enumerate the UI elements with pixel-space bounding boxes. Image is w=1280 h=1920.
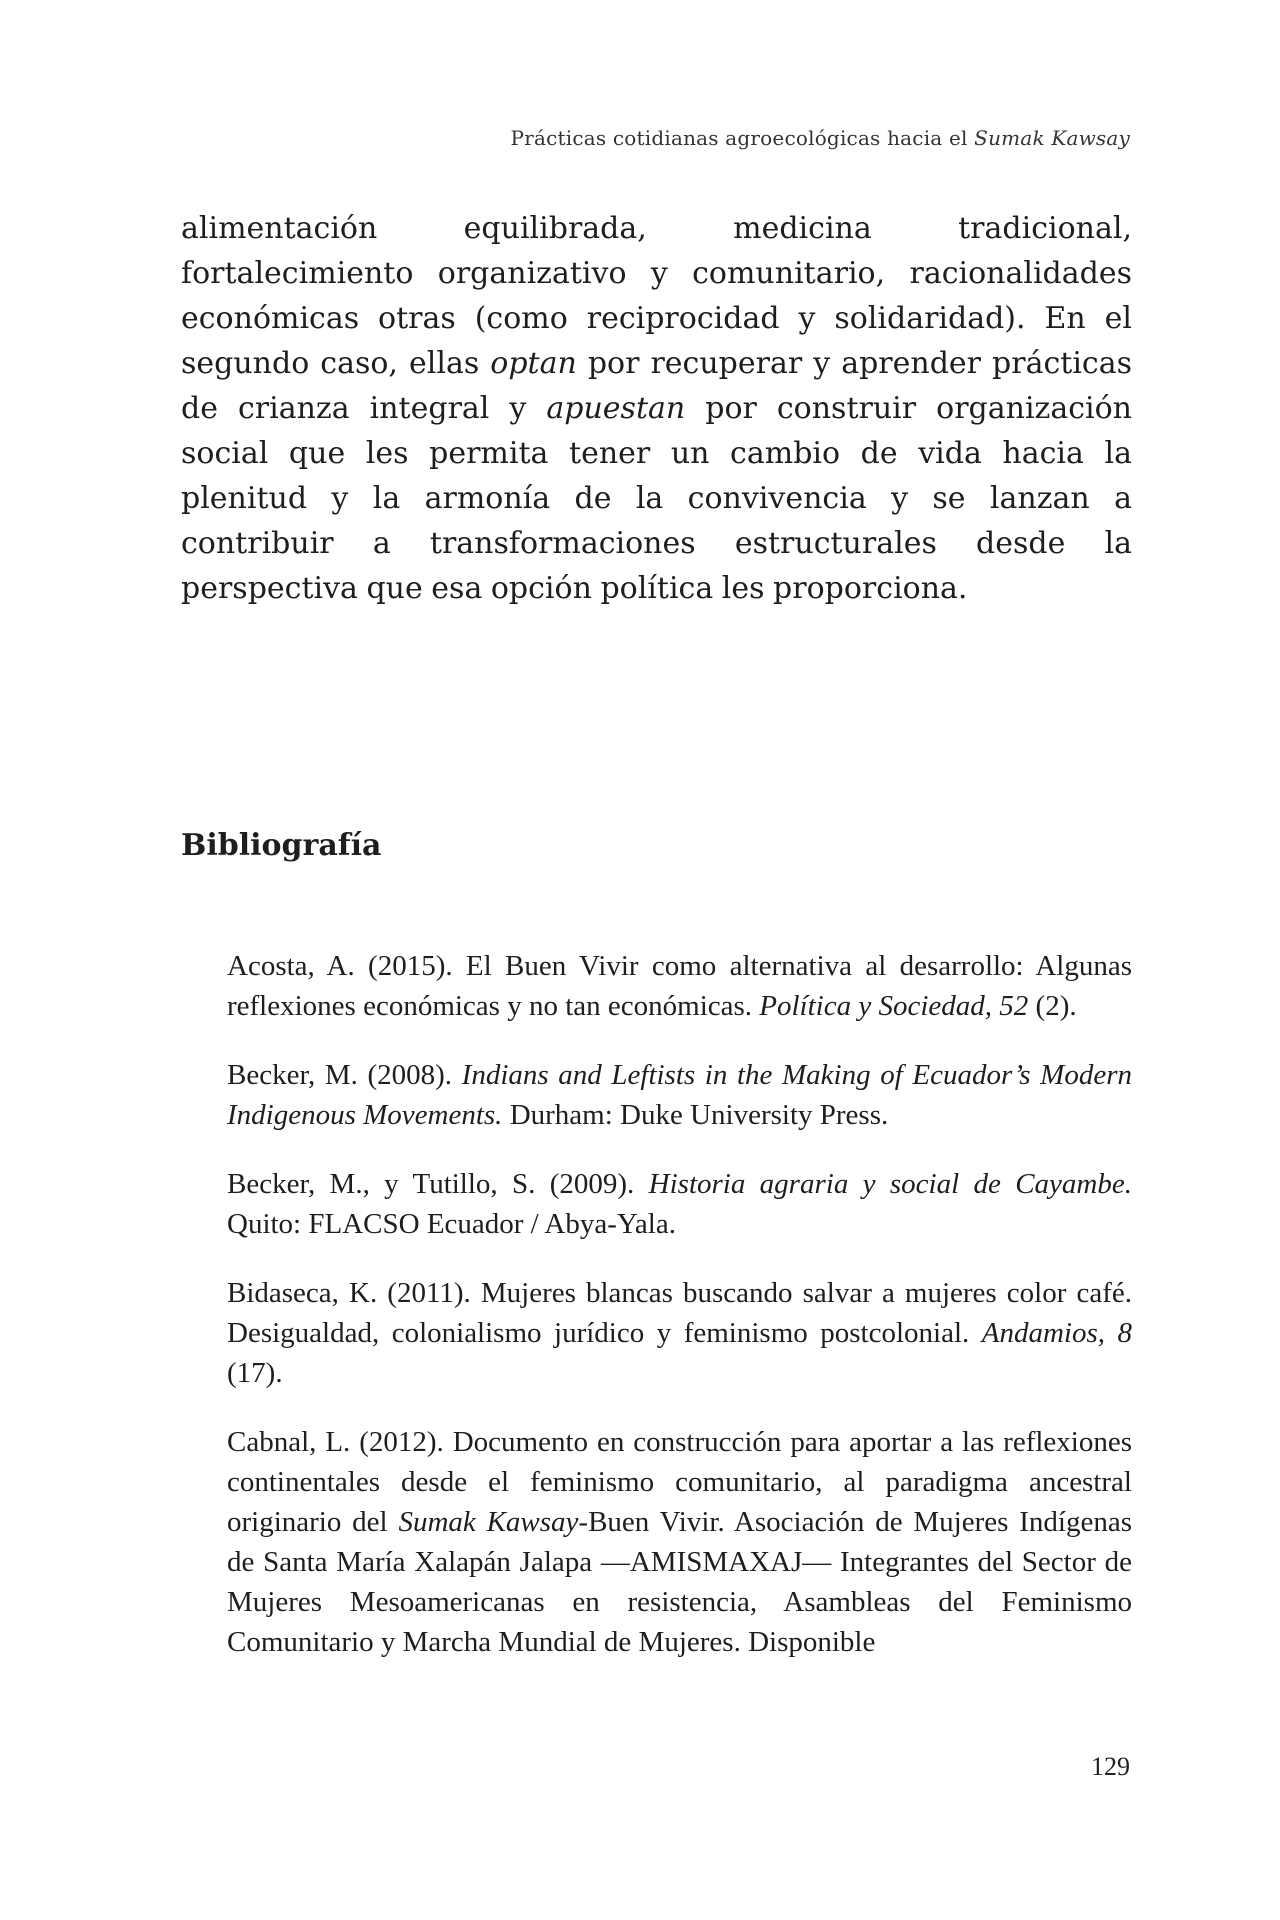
body-text-emphasis-apuestan: apuestan — [546, 391, 686, 426]
bib-entry-text-end: Quito: FLACSO Ecuador / Abya-Yala. — [227, 1208, 676, 1240]
bib-entry-text: Bidaseca, K. (2011). Mujeres blancas buscando salvar a mujeres color café. Desigualdad, colonialismo jurídico y feminismo postcolonial. — [227, 1277, 1132, 1349]
page-number: 129 — [1091, 1752, 1130, 1781]
bib-entry-text: Cabnal, L. (2012). Documento en construcción para aportar a las reflexiones continentales desde el feminismo comunitario, al paradigma ancestral originario del — [227, 1426, 1132, 1538]
bib-entry-text: Acosta, A. (2015). El Buen Vivir como alternativa al desarrollo: Algunas reflexiones económicas y no tan económicas. — [227, 950, 1132, 1022]
bibliography-entry-acosta — [227, 946, 1132, 1026]
body-text-emphasis-optan: optan — [490, 346, 577, 381]
running-head — [511, 126, 1130, 150]
bib-entry-italic: Andamios, 8 — [981, 1317, 1132, 1349]
body-paragraph — [181, 206, 1132, 611]
body-text-part-3: por construir organización social que les permita tener un cambio de vida hacia la plenitud y la armonía de la convivencia y se lanzan a contribuir a transformaciones estructurales desde la perspectiva que esa opción política les proporciona. — [181, 391, 1133, 606]
bib-entry-text-end: (17). — [227, 1357, 283, 1389]
section-title: Bibliografía — [181, 828, 382, 863]
bib-entry-italic: Historia agraria y social de Cayambe. — [648, 1168, 1132, 1200]
bib-entry-text-end: -Buen Vivir. Asociación de Mujeres Indígenas de Santa María Xalapán Jalapa —AMISMAXAJ— Integrantes del Sector de Mujeres Mesoamericanas en resistencia, Asambleas del Feminismo Comunitario y Marcha Mundial de Mujeres. Disponible — [227, 1506, 1132, 1658]
bib-entry-text-end: (2). — [1028, 990, 1077, 1022]
bibliography-entry-bidaseca — [227, 1273, 1132, 1393]
body-text-part-2: por recuperar y aprender prácticas de crianza integral y — [181, 346, 1133, 426]
body-text-part-1: alimentación equilibrada, medicina tradicional, fortalecimiento organizativo y comunitario, racionalidades económicas otras (como reciprocidad y solidaridad). En el segundo caso, ellas — [181, 211, 1132, 381]
bib-entry-text: Becker, M., y Tutillo, S. (2009). — [227, 1168, 649, 1200]
bib-entry-text: Becker, M. (2008). — [227, 1059, 462, 1091]
bib-entry-italic: Política y Sociedad, 52 — [759, 990, 1029, 1022]
bibliography-list — [227, 946, 1132, 1691]
bib-entry-italic: Sumak Kawsay — [398, 1506, 579, 1538]
bibliography-entry-becker-tutillo — [227, 1164, 1132, 1244]
bibliography-entry-becker-2008 — [227, 1055, 1132, 1135]
bib-entry-text-end: Durham: Duke University Press. — [502, 1099, 889, 1131]
bib-entry-italic: Indians and Leftists in the Making of Ecuador’s Modern Indigenous Movements. — [227, 1059, 1132, 1131]
bibliography-entry-cabnal — [227, 1422, 1132, 1662]
running-head-title-italic: Sumak Kawsay — [974, 126, 1130, 150]
running-head-title: Prácticas cotidianas agroecológicas hacia el — [510, 126, 968, 150]
